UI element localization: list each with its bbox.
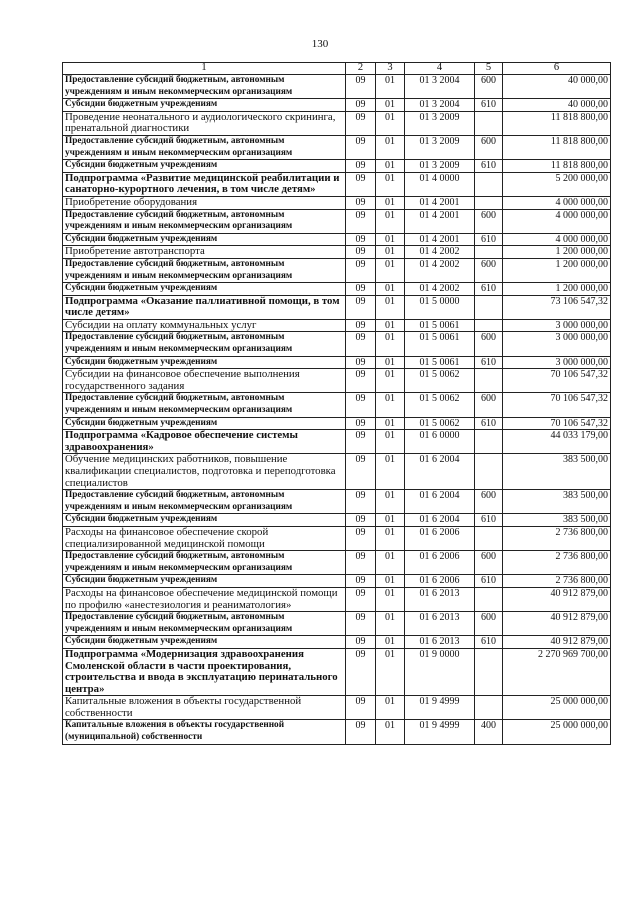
- subsection-code-cell: 01: [376, 332, 405, 356]
- target-article-cell: 01 3 2009: [405, 160, 475, 173]
- target-article-cell: 01 6 0000: [405, 430, 475, 454]
- section-code-cell: 09: [346, 636, 376, 649]
- header-row: [63, 63, 611, 75]
- target-article-cell: 01 4 2002: [405, 258, 475, 282]
- expense-type-cell: 600: [475, 490, 503, 514]
- section-code-cell: 09: [346, 319, 376, 332]
- row-name-cell: Предоставление субсидий бюджетным, автономным учреждениям и иным некоммерческим организациям: [63, 209, 346, 233]
- section-code-cell: 09: [346, 612, 376, 636]
- amount-cell: 2 736 800,00: [503, 526, 611, 550]
- table-row: [63, 636, 611, 649]
- row-name-cell: Приобретение автотранспорта: [63, 246, 346, 259]
- expense-type-cell: [475, 526, 503, 550]
- table-row: [63, 526, 611, 550]
- section-code-cell: 09: [346, 417, 376, 430]
- target-article-cell: 01 5 0062: [405, 393, 475, 417]
- target-article-cell: 01 6 2006: [405, 526, 475, 550]
- row-name-cell: Обучение медицинских работников, повышение квалификации специалистов, подготовка и переподготовка специалистов: [63, 454, 346, 490]
- amount-cell: 4 000 000,00: [503, 233, 611, 246]
- target-article-cell: 01 6 2006: [405, 575, 475, 588]
- row-name-cell: Субсидии бюджетным учреждениям: [63, 99, 346, 112]
- subsection-code-cell: 01: [376, 430, 405, 454]
- amount-cell: 40 000,00: [503, 99, 611, 112]
- expense-type-cell: [475, 172, 503, 196]
- target-article-cell: 01 6 2004: [405, 454, 475, 490]
- subsection-code-cell: 01: [376, 319, 405, 332]
- table-row: [63, 696, 611, 720]
- table-row: [63, 356, 611, 369]
- subsection-code-cell: 01: [376, 135, 405, 159]
- subsection-code-cell: 01: [376, 551, 405, 575]
- row-name-cell: Приобретение оборудования: [63, 196, 346, 209]
- section-code-cell: 09: [346, 233, 376, 246]
- target-article-cell: 01 5 0000: [405, 295, 475, 319]
- target-article-cell: 01 9 4999: [405, 696, 475, 720]
- subsection-code-cell: 01: [376, 696, 405, 720]
- section-code-cell: 09: [346, 575, 376, 588]
- section-code-cell: 09: [346, 648, 376, 695]
- table-row: [63, 295, 611, 319]
- row-name-cell: Предоставление субсидий бюджетным, автономным учреждениям и иным некоммерческим организациям: [63, 258, 346, 282]
- row-name-cell: Расходы на финансовое обеспечение скорой специализированной медицинской помощи: [63, 526, 346, 550]
- subsection-code-cell: 01: [376, 246, 405, 259]
- expense-type-cell: 610: [475, 636, 503, 649]
- amount-cell: 1 200 000,00: [503, 283, 611, 296]
- target-article-cell: 01 4 2001: [405, 209, 475, 233]
- target-article-cell: 01 4 0000: [405, 172, 475, 196]
- expense-type-cell: 600: [475, 332, 503, 356]
- expense-type-cell: 600: [475, 258, 503, 282]
- amount-cell: 2 736 800,00: [503, 575, 611, 588]
- amount-cell: 2 270 969 700,00: [503, 648, 611, 695]
- expense-type-cell: 600: [475, 612, 503, 636]
- section-code-cell: 09: [346, 99, 376, 112]
- table-row: [63, 172, 611, 196]
- target-article-cell: 01 3 2004: [405, 99, 475, 112]
- subsection-code-cell: 01: [376, 454, 405, 490]
- target-article-cell: 01 9 0000: [405, 648, 475, 695]
- expense-type-cell: 600: [475, 393, 503, 417]
- amount-cell: 70 106 547,32: [503, 369, 611, 393]
- expense-type-cell: 610: [475, 160, 503, 173]
- row-name-cell: Субсидии бюджетным учреждениям: [63, 233, 346, 246]
- expense-type-cell: [475, 295, 503, 319]
- row-name-cell: Субсидии на оплату коммунальных услуг: [63, 319, 346, 332]
- expense-type-cell: 610: [475, 514, 503, 527]
- table-row: [63, 720, 611, 744]
- subsection-code-cell: 01: [376, 258, 405, 282]
- subsection-code-cell: 01: [376, 612, 405, 636]
- target-article-cell: 01 6 2013: [405, 612, 475, 636]
- section-code-cell: 09: [346, 490, 376, 514]
- row-name-cell: Предоставление субсидий бюджетным, автономным учреждениям и иным некоммерческим организациям: [63, 551, 346, 575]
- table-row: [63, 246, 611, 259]
- target-article-cell: 01 6 2013: [405, 587, 475, 611]
- subsection-code-cell: 01: [376, 283, 405, 296]
- table-row: [63, 160, 611, 173]
- table-row: [63, 430, 611, 454]
- subsection-code-cell: 01: [376, 75, 405, 99]
- section-code-cell: 09: [346, 369, 376, 393]
- section-code-cell: 09: [346, 258, 376, 282]
- target-article-cell: 01 3 2009: [405, 135, 475, 159]
- budget-table: [62, 62, 611, 745]
- section-code-cell: 09: [346, 196, 376, 209]
- amount-cell: 40 912 879,00: [503, 587, 611, 611]
- expense-type-cell: 610: [475, 99, 503, 112]
- expense-type-cell: 600: [475, 209, 503, 233]
- subsection-code-cell: 01: [376, 636, 405, 649]
- expense-type-cell: [475, 196, 503, 209]
- target-article-cell: 01 5 0061: [405, 356, 475, 369]
- subsection-code-cell: 01: [376, 160, 405, 173]
- amount-cell: 11 818 800,00: [503, 111, 611, 135]
- amount-cell: 383 500,00: [503, 490, 611, 514]
- table-row: [63, 417, 611, 430]
- section-code-cell: 09: [346, 454, 376, 490]
- expense-type-cell: 400: [475, 720, 503, 744]
- table-row: [63, 612, 611, 636]
- section-code-cell: 09: [346, 551, 376, 575]
- target-article-cell: 01 6 2004: [405, 490, 475, 514]
- amount-cell: 3 000 000,00: [503, 332, 611, 356]
- amount-cell: 40 912 879,00: [503, 612, 611, 636]
- section-code-cell: 09: [346, 696, 376, 720]
- amount-cell: 44 033 179,00: [503, 430, 611, 454]
- table-row: [63, 514, 611, 527]
- row-name-cell: Проведение неонатального и аудиологического скрининга, пренатальной диагностики: [63, 111, 346, 135]
- section-code-cell: 09: [346, 332, 376, 356]
- table-body: [63, 75, 611, 745]
- table-row: [63, 111, 611, 135]
- section-code-cell: 09: [346, 587, 376, 611]
- target-article-cell: 01 4 2001: [405, 196, 475, 209]
- page-number: 130: [311, 38, 329, 50]
- table-row: [63, 587, 611, 611]
- amount-cell: 4 000 000,00: [503, 209, 611, 233]
- table-row: [63, 99, 611, 112]
- section-code-cell: 09: [346, 111, 376, 135]
- expense-type-cell: [475, 430, 503, 454]
- row-name-cell: Субсидии бюджетным учреждениям: [63, 514, 346, 527]
- expense-type-cell: 610: [475, 575, 503, 588]
- expense-type-cell: [475, 246, 503, 259]
- amount-cell: 3 000 000,00: [503, 356, 611, 369]
- section-code-cell: 09: [346, 720, 376, 744]
- target-article-cell: 01 4 2002: [405, 283, 475, 296]
- target-article-cell: 01 4 2001: [405, 233, 475, 246]
- expense-type-cell: 600: [475, 551, 503, 575]
- target-article-cell: 01 5 0062: [405, 417, 475, 430]
- expense-type-cell: 610: [475, 233, 503, 246]
- header-cell-4: 4: [405, 63, 475, 75]
- section-code-cell: 09: [346, 430, 376, 454]
- row-name-cell: Предоставление субсидий бюджетным, автономным учреждениям и иным некоммерческим организациям: [63, 332, 346, 356]
- table-row: [63, 283, 611, 296]
- amount-cell: 2 736 800,00: [503, 551, 611, 575]
- table-row: [63, 369, 611, 393]
- target-article-cell: 01 3 2009: [405, 111, 475, 135]
- table-row: [63, 648, 611, 695]
- row-name-cell: Предоставление субсидий бюджетным, автономным учреждениям и иным некоммерческим организациям: [63, 135, 346, 159]
- expense-type-cell: [475, 454, 503, 490]
- row-name-cell: Капитальные вложения в объекты государственной собственности: [63, 696, 346, 720]
- amount-cell: 5 200 000,00: [503, 172, 611, 196]
- section-code-cell: 09: [346, 393, 376, 417]
- amount-cell: 11 818 800,00: [503, 135, 611, 159]
- row-name-cell: Субсидии бюджетным учреждениям: [63, 160, 346, 173]
- target-article-cell: 01 6 2004: [405, 514, 475, 527]
- amount-cell: 70 106 547,32: [503, 393, 611, 417]
- subsection-code-cell: 01: [376, 526, 405, 550]
- row-name-cell: Субсидии бюджетным учреждениям: [63, 283, 346, 296]
- amount-cell: 1 200 000,00: [503, 246, 611, 259]
- row-name-cell: Субсидии бюджетным учреждениям: [63, 356, 346, 369]
- target-article-cell: 01 5 0061: [405, 319, 475, 332]
- header-cell-1: 1: [63, 63, 346, 75]
- section-code-cell: 09: [346, 75, 376, 99]
- section-code-cell: 09: [346, 526, 376, 550]
- subsection-code-cell: 01: [376, 490, 405, 514]
- amount-cell: 70 106 547,32: [503, 417, 611, 430]
- header-cell-6: 6: [503, 63, 611, 75]
- section-code-cell: 09: [346, 295, 376, 319]
- expense-type-cell: [475, 587, 503, 611]
- amount-cell: 25 000 000,00: [503, 696, 611, 720]
- row-name-cell: Субсидии на финансовое обеспечение выполнения государственного задания: [63, 369, 346, 393]
- expense-type-cell: [475, 111, 503, 135]
- section-code-cell: 09: [346, 160, 376, 173]
- row-name-cell: Предоставление субсидий бюджетным, автономным учреждениям и иным некоммерческим организациям: [63, 393, 346, 417]
- amount-cell: 383 500,00: [503, 454, 611, 490]
- subsection-code-cell: 01: [376, 356, 405, 369]
- expense-type-cell: 610: [475, 356, 503, 369]
- subsection-code-cell: 01: [376, 99, 405, 112]
- table-row: [63, 319, 611, 332]
- section-code-cell: 09: [346, 283, 376, 296]
- expense-type-cell: 600: [475, 75, 503, 99]
- header-cell-3: 3: [376, 63, 405, 75]
- subsection-code-cell: 01: [376, 514, 405, 527]
- row-name-cell: Подпрограмма «Кадровое обеспечение системы здравоохранения»: [63, 430, 346, 454]
- expense-type-cell: 600: [475, 135, 503, 159]
- subsection-code-cell: 01: [376, 417, 405, 430]
- amount-cell: 383 500,00: [503, 514, 611, 527]
- expense-type-cell: 610: [475, 417, 503, 430]
- table-row: [63, 393, 611, 417]
- amount-cell: 1 200 000,00: [503, 258, 611, 282]
- table-row: [63, 196, 611, 209]
- expense-type-cell: 610: [475, 283, 503, 296]
- section-code-cell: 09: [346, 135, 376, 159]
- subsection-code-cell: 01: [376, 111, 405, 135]
- amount-cell: 25 000 000,00: [503, 720, 611, 744]
- subsection-code-cell: 01: [376, 369, 405, 393]
- expense-type-cell: [475, 648, 503, 695]
- section-code-cell: 09: [346, 514, 376, 527]
- table-row: [63, 209, 611, 233]
- row-name-cell: Предоставление субсидий бюджетным, автономным учреждениям и иным некоммерческим организациям: [63, 612, 346, 636]
- row-name-cell: Субсидии бюджетным учреждениям: [63, 575, 346, 588]
- subsection-code-cell: 01: [376, 295, 405, 319]
- subsection-code-cell: 01: [376, 648, 405, 695]
- subsection-code-cell: 01: [376, 393, 405, 417]
- row-name-cell: Субсидии бюджетным учреждениям: [63, 636, 346, 649]
- expense-type-cell: [475, 696, 503, 720]
- section-code-cell: 09: [346, 356, 376, 369]
- subsection-code-cell: 01: [376, 720, 405, 744]
- subsection-code-cell: 01: [376, 587, 405, 611]
- subsection-code-cell: 01: [376, 575, 405, 588]
- expense-type-cell: [475, 369, 503, 393]
- row-name-cell: Подпрограмма «Модернизация здравоохранения Смоленской области в части проектирования, строительства и ввода в эксплуатацию перинатального центра»: [63, 648, 346, 695]
- subsection-code-cell: 01: [376, 209, 405, 233]
- row-name-cell: Подпрограмма «Развитие медицинской реабилитации и санаторно-курортного лечения, в том числе детям»: [63, 172, 346, 196]
- table-row: [63, 233, 611, 246]
- target-article-cell: 01 4 2002: [405, 246, 475, 259]
- row-name-cell: Подпрограмма «Оказание паллиативной помощи, в том числе детям»: [63, 295, 346, 319]
- table-row: [63, 490, 611, 514]
- row-name-cell: Капитальные вложения в объекты государственной (муниципальной) собственности: [63, 720, 346, 744]
- target-article-cell: 01 6 2013: [405, 636, 475, 649]
- target-article-cell: 01 5 0061: [405, 332, 475, 356]
- amount-cell: 73 106 547,32: [503, 295, 611, 319]
- section-code-cell: 09: [346, 172, 376, 196]
- expense-type-cell: [475, 319, 503, 332]
- table-row: [63, 258, 611, 282]
- table-row: [63, 454, 611, 490]
- section-code-cell: 09: [346, 246, 376, 259]
- table-row: [63, 135, 611, 159]
- target-article-cell: 01 6 2006: [405, 551, 475, 575]
- row-name-cell: Субсидии бюджетным учреждениям: [63, 417, 346, 430]
- row-name-cell: Предоставление субсидий бюджетным, автономным учреждениям и иным некоммерческим организациям: [63, 75, 346, 99]
- subsection-code-cell: 01: [376, 196, 405, 209]
- section-code-cell: 09: [346, 209, 376, 233]
- table-row: [63, 332, 611, 356]
- target-article-cell: 01 3 2004: [405, 75, 475, 99]
- amount-cell: 3 000 000,00: [503, 319, 611, 332]
- table-row: [63, 75, 611, 99]
- header-cell-5: 5: [475, 63, 503, 75]
- table-row: [63, 551, 611, 575]
- subsection-code-cell: 01: [376, 233, 405, 246]
- row-name-cell: Расходы на финансовое обеспечение медицинской помощи по профилю «анестезиология и реаниматология»: [63, 587, 346, 611]
- target-article-cell: 01 9 4999: [405, 720, 475, 744]
- header-cell-2: 2: [346, 63, 376, 75]
- amount-cell: 40 000,00: [503, 75, 611, 99]
- subsection-code-cell: 01: [376, 172, 405, 196]
- amount-cell: 4 000 000,00: [503, 196, 611, 209]
- table-row: [63, 575, 611, 588]
- amount-cell: 11 818 800,00: [503, 160, 611, 173]
- row-name-cell: Предоставление субсидий бюджетным, автономным учреждениям и иным некоммерческим организациям: [63, 490, 346, 514]
- target-article-cell: 01 5 0062: [405, 369, 475, 393]
- amount-cell: 40 912 879,00: [503, 636, 611, 649]
